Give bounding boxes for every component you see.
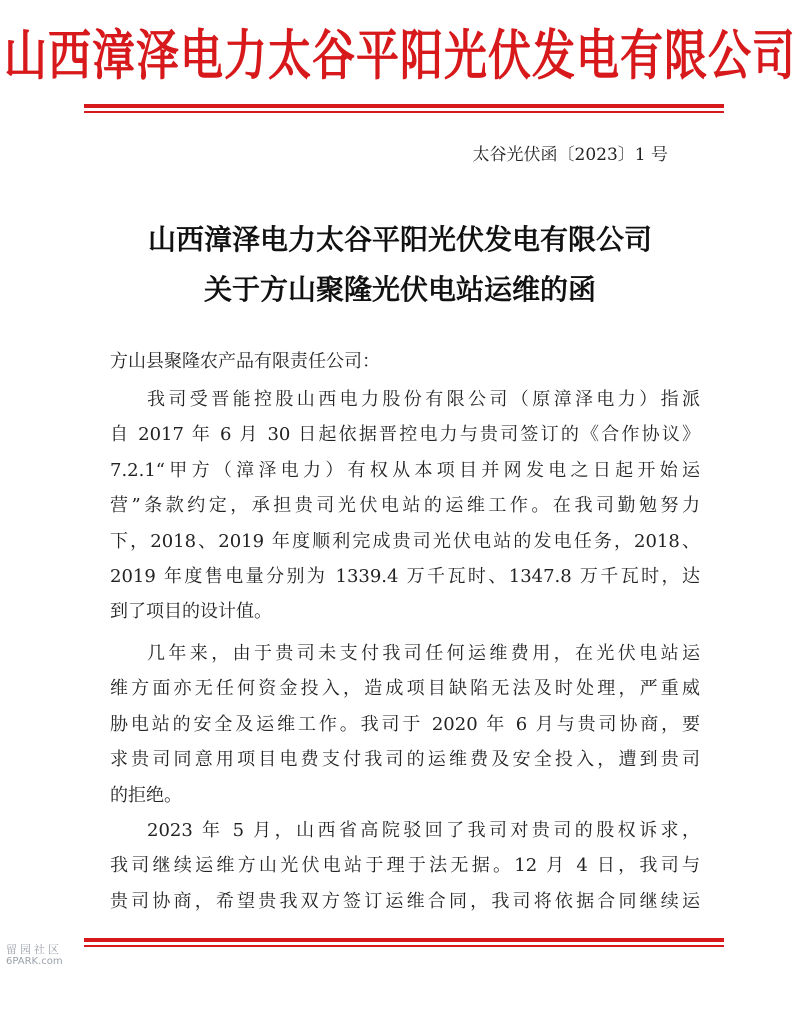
paragraph-line: 我司继续运维方山光伏电站于理于法无据。12 月 4 日，我司与 [110, 855, 700, 877]
paragraph-line: 营”条款约定，承担贵司光伏电站的运维工作。在我司勤勉努力 [110, 495, 700, 517]
paragraph-line: 求贵司同意用项目电费支付我司的运维费及安全投入，遭到贵司 [110, 749, 700, 771]
watermark-url: 6PARK.com [6, 956, 63, 968]
paragraph-2 [110, 636, 700, 813]
document-title-line-1: 山西漳泽电力太谷平阳光伏发电有限公司 [147, 223, 652, 256]
paragraph-line: 下，2018、2019 年度顺利完成贵司光伏电站的发电任务，2018、 [110, 530, 700, 552]
letterhead-rule-thick [84, 104, 724, 108]
letterhead-rule-thin [84, 111, 724, 113]
paragraph-line: 我司受晋能控股山西电力股份有限公司（原漳泽电力）指派 [147, 389, 700, 410]
letterhead: 山西漳泽电力太谷平阳光伏发电有限公司 [4, 25, 796, 88]
paragraph-line: 自 2017 年 6 月 30 日起依据晋控电力与贵司签订的《合作协议》 [110, 424, 700, 446]
paragraph-line: 贵司协商，希望贵我双方签订运维合同，我司将依据合同继续运 [110, 890, 700, 912]
paragraph-line: 的拒绝。 [110, 784, 182, 806]
paragraph-line: 维方面亦无任何资金投入，造成项目缺陷无法及时处理，严重威 [110, 678, 700, 700]
footer-rule-thick [84, 938, 724, 942]
paragraph-line: 2023 年 5 月，山西省高院驳回了我司对贵司的股权诉求， [147, 820, 700, 841]
paragraph-1 [110, 382, 700, 630]
watermark [6, 944, 63, 967]
watermark-text: 留园社区 [6, 943, 62, 956]
paragraph-line: 胁电站的安全及运维工作。我司于 2020 年 6 月与贵司协商，要 [110, 713, 700, 735]
paragraph-3 [110, 813, 700, 919]
paragraph-line: 2019 年度售电量分别为 1339.4 万千瓦时、1347.8 万千瓦时，达 [110, 566, 700, 588]
footer-rule-thin [84, 945, 724, 947]
paragraph-line: 几年来，由于贵司未支付我司任何运维费用，在光伏电站运 [147, 643, 700, 664]
addressee: 方山县聚隆农产品有限责任公司： [110, 351, 380, 372]
paragraph-line: 到了项目的设计值。 [110, 601, 272, 623]
document-title-line-2: 关于方山聚隆光伏电站运维的函 [203, 273, 596, 306]
paragraph-line: 7.2.1“甲方（漳泽电力）有权从本项目并网发电之日起开始运 [110, 459, 700, 481]
document-number: 太谷光伏函〔2023〕1 号 [472, 145, 668, 165]
